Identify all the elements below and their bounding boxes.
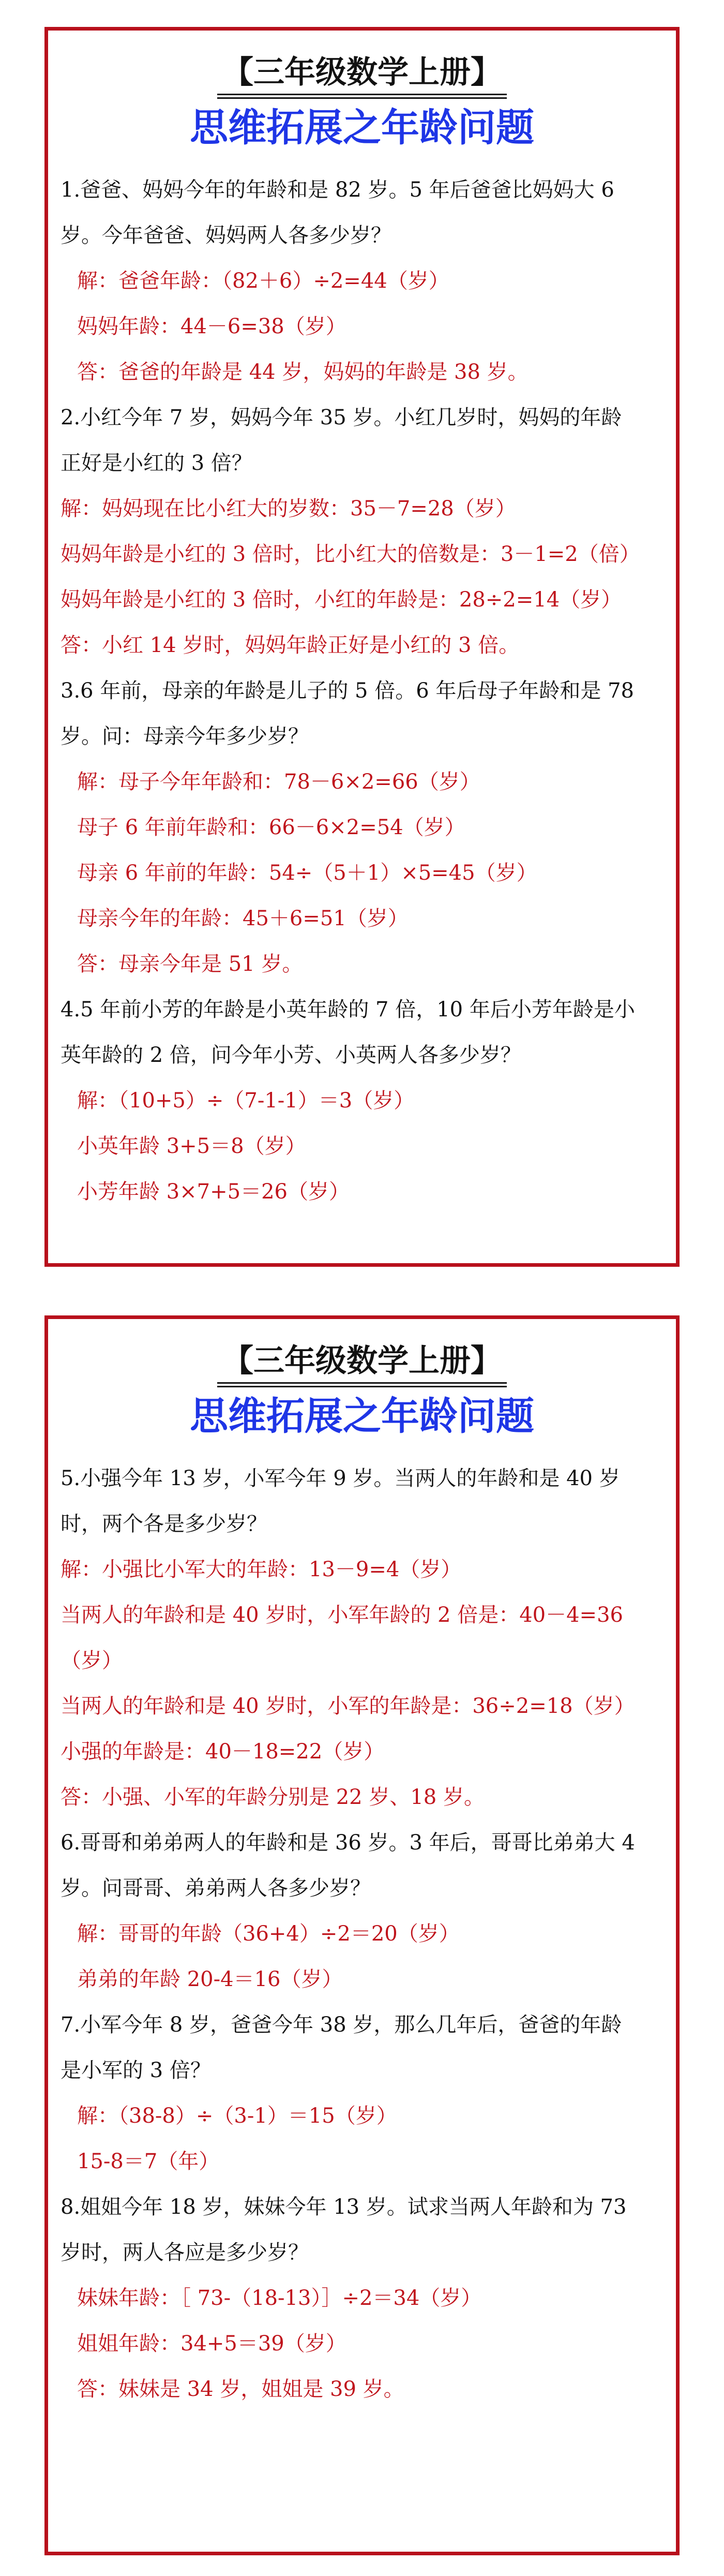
question-line: 是小军的 3 倍？ <box>61 2059 211 2082</box>
solution-line: 答：小强、小军的年龄分别是 22 岁、18 岁。 <box>61 1785 485 1809</box>
question-line: 岁。问：母亲今年多少岁？ <box>61 724 309 748</box>
worksheet-page-1 <box>44 27 680 1267</box>
solution-line: 答：妹妹是 34 岁，姐姐是 39 岁。 <box>77 2377 404 2401</box>
question-line: 5.小强今年 13 岁，小军今年 9 岁。当两人的年龄和是 40 岁 <box>61 1467 620 1490</box>
question-line: 3.6 年前，母亲的年龄是儿子的 5 倍。6 年后母子年龄和是 78 <box>61 679 634 703</box>
solution-line: 母子 6 年前年龄和：66－6×2=54（岁） <box>77 816 465 839</box>
solution-line: 妈妈年龄：44－6=38（岁） <box>77 315 346 338</box>
solution-line: 当两人的年龄和是 40 岁时，小军年龄的 2 倍是：40－4=36 <box>61 1603 623 1627</box>
problem-list <box>48 153 676 1215</box>
solution-line: 当两人的年龄和是 40 岁时，小军的年龄是：36÷2=18（岁） <box>61 1694 635 1718</box>
sheet-title: 【三年级数学上册】 <box>217 52 507 99</box>
sheet-subtitle: 思维拓展之年龄问题 <box>190 1394 534 1439</box>
solution-line: 答：爸爸的年龄是 44 岁，妈妈的年龄是 38 岁。 <box>77 360 529 384</box>
problem-list <box>48 1441 676 2412</box>
solution-line: 母亲今年的年龄：45＋6=51（岁） <box>77 907 409 930</box>
solution-line: 妹妹年龄：［ 73-（18-13）］÷2＝34（岁） <box>77 2286 482 2310</box>
question-line: 时，两个各是多少岁？ <box>61 1512 267 1536</box>
question-line: 岁。问哥哥、弟弟两人各多少岁？ <box>61 1876 371 1900</box>
sheet-title: 【三年级数学上册】 <box>217 1341 507 1387</box>
question-line: 2.小红今年 7 岁，妈妈今年 35 岁。小红几岁时，妈妈的年龄 <box>61 406 622 430</box>
solution-line: 解：（10+5）÷（7-1-1）＝3（岁） <box>77 1089 415 1113</box>
solution-line: 解：母子今年年龄和：78－6×2=66（岁） <box>77 770 480 794</box>
solution-line: 妈妈年龄是小红的 3 倍时，比小红大的倍数是：3－1=2（倍） <box>61 542 640 566</box>
question-line: 1.爸爸、妈妈今年的年龄和是 82 岁。5 年后爸爸比妈妈大 6 <box>61 178 614 202</box>
solution-line: 解：妈妈现在比小红大的岁数：35－7=28（岁） <box>61 497 516 521</box>
question-line: 岁时，两人各应是多少岁？ <box>61 2241 309 2264</box>
solution-line: 小英年龄 3+5＝8（岁） <box>77 1134 306 1158</box>
question-line: 英年龄的 2 倍，问今年小芳、小英两人各多少岁？ <box>61 1043 521 1067</box>
question-line: 正好是小红的 3 倍？ <box>61 451 252 475</box>
solution-line: 妈妈年龄是小红的 3 倍时，小红的年龄是：28÷2=14（岁） <box>61 588 622 612</box>
solution-line: 姐姐年龄：34+5＝39（岁） <box>77 2332 346 2356</box>
sheet-header <box>48 31 676 153</box>
solution-line: 小强的年龄是：40－18=22（岁） <box>61 1740 385 1764</box>
question-line: 4.5 年前小芳的年龄是小英年龄的 7 倍，10 年后小芳年龄是小 <box>61 998 635 1021</box>
solution-line: 答：母亲今年是 51 岁。 <box>77 952 303 976</box>
sheet-subtitle: 思维拓展之年龄问题 <box>190 106 534 150</box>
solution-line: 解：哥哥的年龄（36+4）÷2＝20（岁） <box>77 1922 460 1946</box>
question-line: 岁。今年爸爸、妈妈两人各多少岁？ <box>61 224 391 247</box>
solution-line: （岁） <box>61 1649 123 1672</box>
solution-line: 解：（38-8）÷（3-1）＝15（岁） <box>77 2104 397 2128</box>
solution-line: 母亲 6 年前的年龄：54÷（5＋1）×5=45（岁） <box>77 861 537 885</box>
solution-line: 答：小红 14 岁时，妈妈年龄正好是小红的 3 倍。 <box>61 633 520 657</box>
question-line: 8.姐姐今年 18 岁，妹妹今年 13 岁。试求当两人年龄和为 73 <box>61 2195 627 2219</box>
solution-line: 15-8＝7（年） <box>77 2150 220 2173</box>
solution-line: 小芳年龄 3×7+5＝26（岁） <box>77 1180 350 1204</box>
worksheet-page-2 <box>44 1315 680 2555</box>
question-line: 6.哥哥和弟弟两人的年龄和是 36 岁。3 年后，哥哥比弟弟大 4 <box>61 1831 635 1855</box>
sheet-header <box>48 1319 676 1441</box>
solution-line: 解：小强比小军大的年龄：13－9=4（岁） <box>61 1558 462 1581</box>
solution-line: 弟弟的年龄 20-4＝16（岁） <box>77 1967 343 1991</box>
question-line: 7.小军今年 8 岁，爸爸今年 38 岁，那么几年后，爸爸的年龄 <box>61 2013 622 2037</box>
solution-line: 解：爸爸年龄：（82＋6）÷2=44（岁） <box>77 269 449 293</box>
